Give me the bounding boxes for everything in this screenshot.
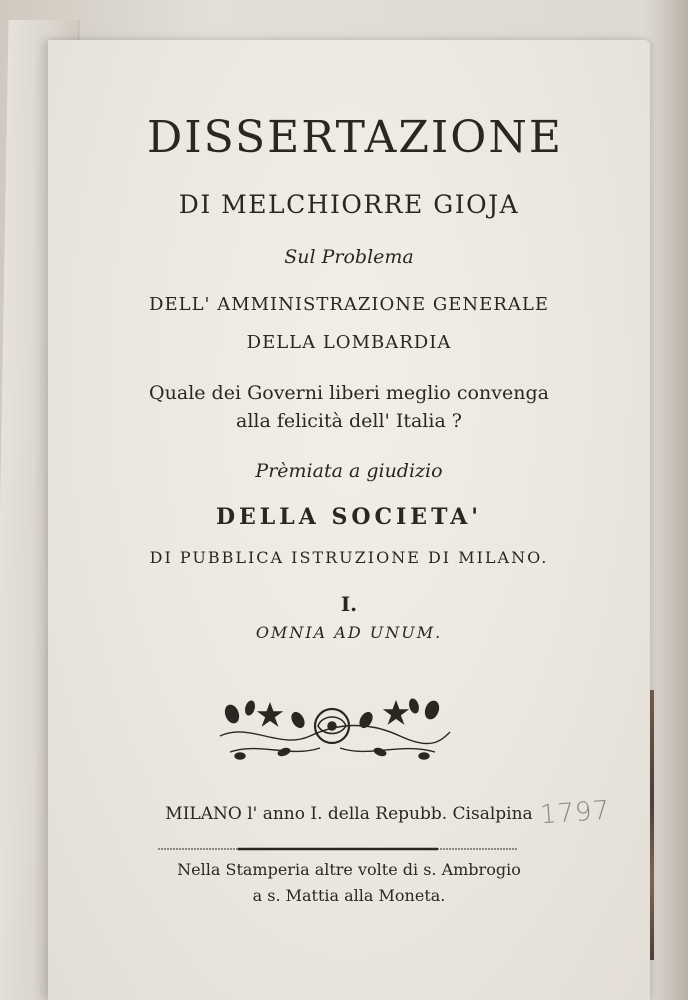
subject-line-2: DELLA LOMBARDIA (246, 332, 452, 353)
subject-line-1: DELL' AMMINISTRAZIONE GENERALE (149, 294, 549, 315)
printer-line-2: a s. Mattia alla Moneta. (252, 886, 446, 905)
award-line: Prèmiata a giudizio (255, 460, 443, 482)
subtitle: Sul Problema (284, 246, 414, 268)
floral-vignette-icon (210, 692, 454, 764)
book-title: DISSERTAZIONE (146, 112, 563, 163)
printer-line-1: Nella Stamperia altre volte di s. Ambrogio (177, 860, 521, 879)
question-line-2: alla felicità dell' Italia ? (236, 410, 462, 432)
imprint-line: MILANO l' anno I. della Repubb. Cisalpina (165, 804, 533, 824)
handwritten-date: 1797 (539, 795, 612, 831)
motto: OMNIA AD UNUM. (255, 623, 443, 642)
institution-line: DI PUBBLICA ISTRUZIONE DI MILANO. (149, 548, 549, 567)
volume-number: I. (340, 592, 358, 616)
question-line-1: Quale dei Governi liberi meglio convenga (149, 382, 549, 404)
author-line: DI MELCHIORRE GIOJA (178, 190, 520, 219)
title-page (48, 40, 650, 1000)
ornamental-rule (158, 846, 518, 852)
society-line: DELLA SOCIETA' (215, 504, 483, 530)
